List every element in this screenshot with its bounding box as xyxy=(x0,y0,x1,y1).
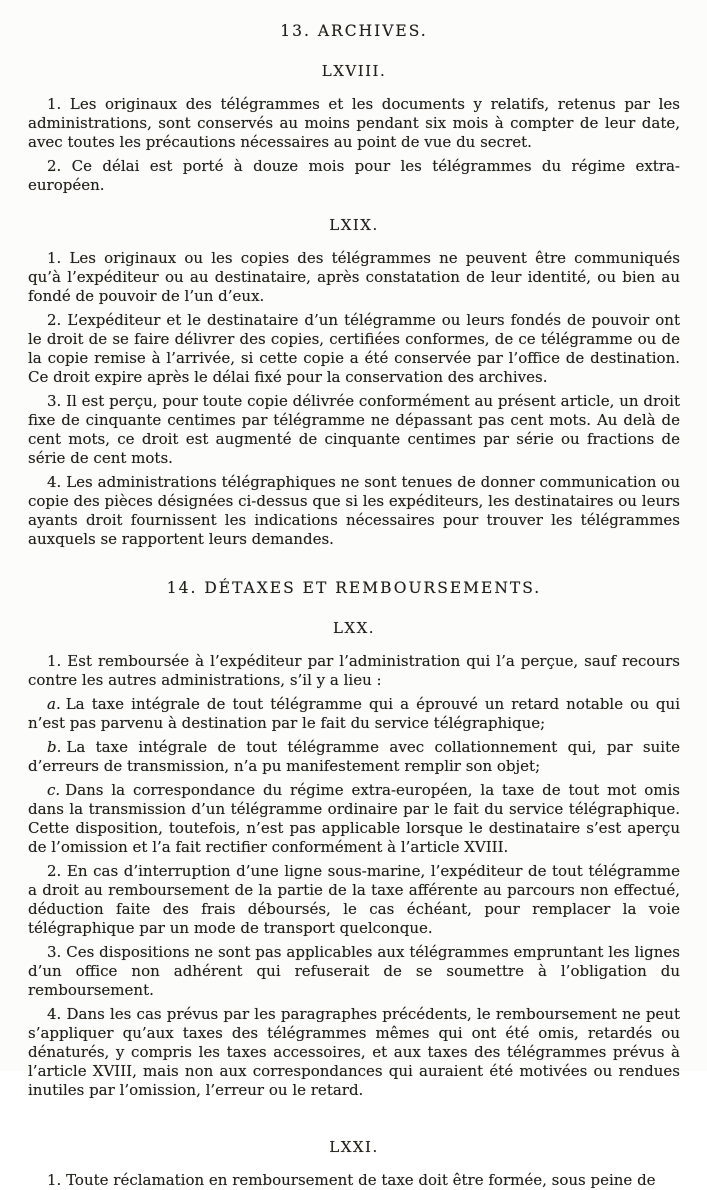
list-item-text: La taxe intégrale de tout télégramme qui a éprouvé un retard notable ou qui n’est pas parvenu à destination par le fait du service télégraphique; xyxy=(28,695,680,732)
list-item-b xyxy=(28,738,680,776)
list-item-a xyxy=(28,695,680,733)
chapter-14-title: 14. DÉTAXES ET REMBOURSEMENTS. xyxy=(166,579,542,597)
paragraph: 2. Ce délai est porté à douze mois pour les télégrammes du régime extra-européen. xyxy=(28,157,680,194)
article-heading-lxxi: LXXI. xyxy=(329,1138,379,1156)
list-item-c xyxy=(28,781,680,857)
paragraph: 2. L’expéditeur et le destinataire d’un télégramme ou leurs fondés de pouvoir ont le droit de se faire délivrer des copies, certifiées conformes, de ce télégramme ou de la copie remise à l’arrivée, si cette copie a été conservée par l’office de destination. Ce droit expire après le délai fixé pour la conservation des archives. xyxy=(28,311,680,386)
item-marker-a: a. xyxy=(47,695,61,713)
paragraph: 3. Ces dispositions ne sont pas applicables aux télégrammes empruntant les lignes d’un office non adhérent qui refuserait de se soumettre à l’obligation du remboursement. xyxy=(28,943,680,999)
paragraph: 2. En cas d’interruption d’une ligne sous-marine, l’expéditeur de tout télégramme a droit au remboursement de la partie de la taxe afférente au parcours non effectué, déduction faite des frais déboursés, le cas échéant, pour remplacer la voie télégraphique par un mode de transport quelconque. xyxy=(28,862,680,937)
paragraph: 1. Toute réclamation en remboursement de taxe doit être formée, sous peine de xyxy=(47,1171,656,1189)
list-item-text: La taxe intégrale de tout télégramme avec collationnement qui, par suite d’erreurs de transmission, n’a pu manifestement remplir son objet; xyxy=(28,738,680,775)
paragraph: 1. Est remboursée à l’expéditeur par l’administration qui l’a perçue, sauf recours contre les autres administrations, s’il y a lieu : xyxy=(28,652,680,689)
list-item-text: Dans la correspondance du régime extra-européen, la taxe de tout mot omis dans la transmission d’un télégramme ordinaire par le fait du service télégraphique. Cette disposition, toutefois, n’est pas applicable lorsque le destinataire s’est aperçu de l’omission et l’a fait rectifier conformément à l’article XVIII. xyxy=(28,781,680,856)
paragraph: 1. Les originaux ou les copies des télégrammes ne peuvent être communiqués qu’à l’expéditeur ou au destinataire, après constatation de leur identité, ou bien au fondé de pouvoir de l’un d’eux. xyxy=(28,249,680,305)
article-heading-lxx: LXX. xyxy=(332,619,376,637)
chapter-13-title: 13. ARCHIVES. xyxy=(280,22,428,40)
item-marker-c: c. xyxy=(47,781,61,799)
paragraph: 4. Dans les cas prévus par les paragraphes précédents, le remboursement ne peut s’appliquer qu’aux taxes des télégrammes mêmes qui ont été omis, retardés ou dénaturés, y compris les taxes accessoires, et aux taxes des télégrammes prévus à l’article XVIII, mais non aux correspondances qui auraient été motivées ou rendues inutiles par l’omission, l’erreur ou le retard. xyxy=(28,1005,680,1099)
paragraph: 1. Les originaux des télégrammes et les documents y relatifs, retenus par les administrations, sont conservés au moins pendant six mois à compter de leur date, avec toutes les précautions nécessaires au point de vue du secret. xyxy=(28,95,680,151)
paragraph: 3. Il est perçu, pour toute copie délivrée conformément au présent article, un droit fixe de cinquante centimes par télégramme ne dépassant pas cent mots. Au delà de cent mots, ce droit est augmenté de cinquante centimes par série ou fractions de série de cent mots. xyxy=(28,392,680,467)
item-marker-b: b. xyxy=(47,738,62,756)
paragraph: 4. Les administrations télégraphiques ne sont tenues de donner communication ou copie des pièces désignées ci-dessus que si les expéditeurs, les destinataires ou leurs ayants droit fournissent les indications nécessaires pour trouver les télégrammes auxquels se rapportent leurs demandes. xyxy=(28,473,680,548)
article-heading-lxix: LXIX. xyxy=(329,216,379,234)
article-heading-lxviii: LXVIII. xyxy=(321,62,387,80)
